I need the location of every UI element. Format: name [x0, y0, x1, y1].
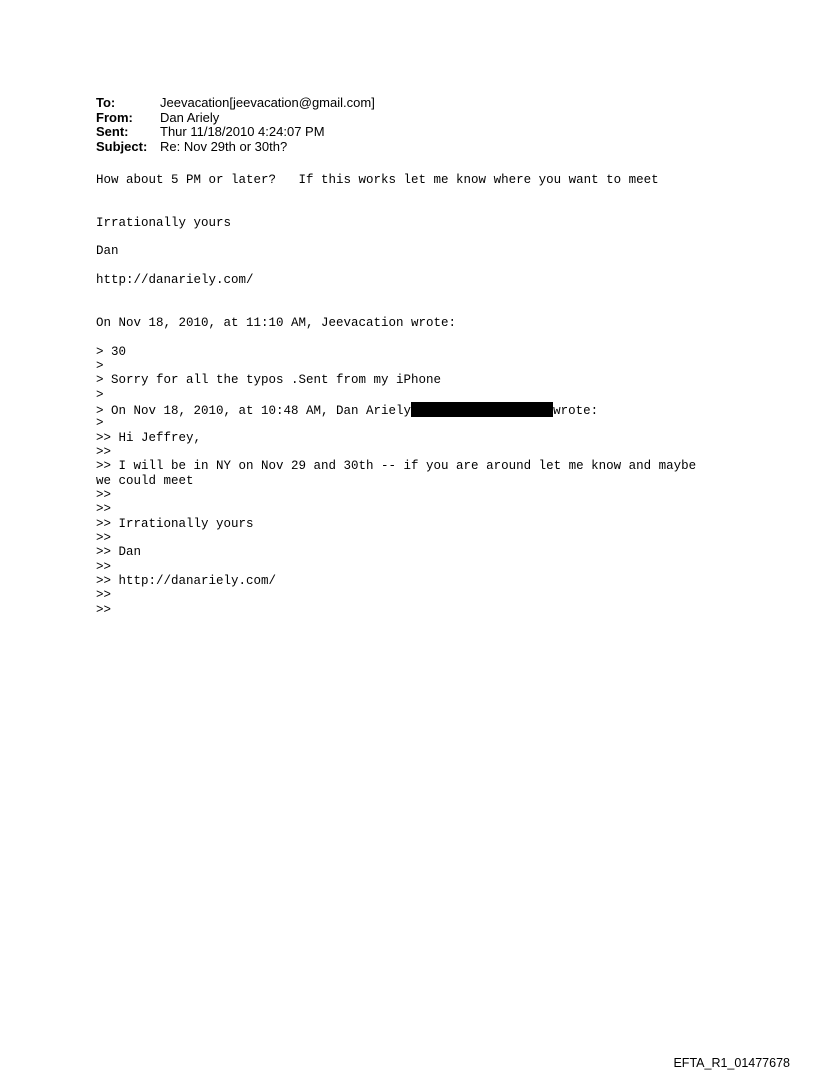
from-label: From: [96, 109, 133, 125]
sent-value: Thur 11/18/2010 4:24:07 PM [160, 124, 325, 139]
redaction-block [411, 402, 553, 417]
quoted-line: >> http://danariely.com/ [96, 574, 277, 588]
quoted-line: >> Irrationally yours [96, 517, 254, 531]
subject-label: Subject: [96, 138, 148, 154]
to-label: To: [96, 95, 116, 110]
quoted-line: >> I will be in NY on Nov 29 and 30th -- if you are around let me know and maybe [96, 459, 697, 473]
quoted-attribution-line [96, 402, 598, 418]
quoted-attribution-text: > On Nov 18, 2010, at 10:48 AM, Dan Ariely [96, 404, 412, 418]
body-line: How about 5 PM or later? If this works let me know where you want to meet [96, 173, 659, 187]
subject-value: Re: Nov 29th or 30th? [160, 138, 288, 154]
subject-row [96, 140, 375, 155]
sent-label: Sent: [96, 124, 129, 139]
quoted-line: >> [96, 445, 112, 459]
quoted-line: >> [96, 488, 112, 502]
quoted-line: > [96, 359, 104, 373]
quoted-line: > 30 [96, 345, 127, 359]
quoted-line: >> [96, 603, 112, 617]
quoted-line: we could meet [96, 474, 194, 488]
quote-intro: On Nov 18, 2010, at 11:10 AM, Jeevacation wrote: [96, 316, 457, 330]
body-line: http://danariely.com/ [96, 273, 254, 287]
from-row [96, 111, 375, 126]
quoted-line: > [96, 416, 104, 430]
email-header [96, 96, 375, 154]
quoted-line: >> [96, 502, 112, 516]
quoted-line: >> [96, 531, 112, 545]
quoted-attribution-suffix: wrote: [553, 404, 599, 418]
sent-row [96, 125, 375, 140]
to-value: Jeevacation[jeevacation@gmail.com] [160, 95, 375, 110]
quoted-line: >> Hi Jeffrey, [96, 431, 202, 445]
quoted-line: > Sorry for all the typos .Sent from my iPhone [96, 373, 442, 387]
quoted-line: >> [96, 560, 112, 574]
quoted-line: >> [96, 588, 112, 602]
body-line: Dan [96, 244, 119, 258]
from-value: Dan Ariely [160, 109, 220, 125]
body-line: Irrationally yours [96, 216, 232, 230]
document-id: EFTA_R1_01477678 [673, 1056, 790, 1070]
to-row [96, 96, 375, 111]
quoted-line: >> Dan [96, 545, 142, 559]
quoted-line: > [96, 388, 104, 402]
